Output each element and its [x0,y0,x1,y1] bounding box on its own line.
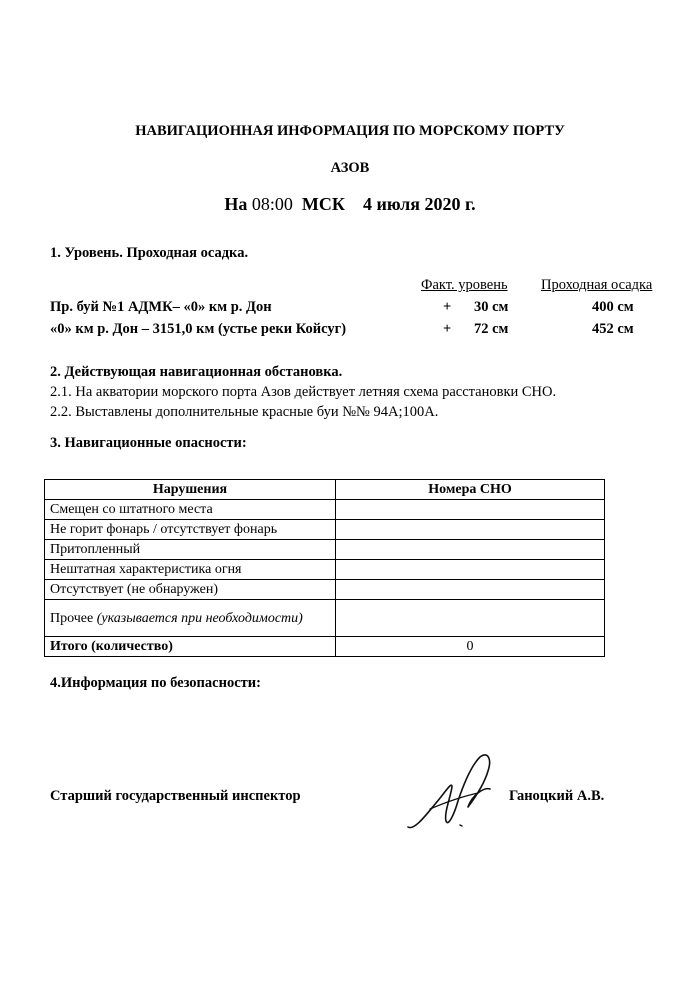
violation-label: Нештатная характеристика огня [45,560,336,580]
section1-heading: 1. Уровень. Проходная осадка. [50,245,249,261]
col-passing-draft: Проходная осадка [541,277,653,293]
report-date: 4 июля 2020 г. [362,194,476,214]
table-row [45,600,605,637]
table-total-row [45,637,605,657]
sno-numbers-cell [336,540,605,560]
report-datetime [0,194,700,215]
sno-numbers-cell [336,560,605,580]
total-label: Итого (количество) [45,637,336,657]
violation-label: Не горит фонарь / отсутствует фонарь [45,520,336,540]
hazards-table [44,479,605,657]
col-fact-level: Факт. уровень [421,277,508,293]
violation-label: Отсутствует (не обнаружен) [45,580,336,600]
table-row [45,560,605,580]
level-row-value: 30 см [474,299,509,315]
sno-numbers-cell [336,600,605,637]
sno-numbers-cell [336,580,605,600]
inspector-position: Старший государственный инспектор [50,788,301,804]
table-row [45,520,605,540]
table-row [45,500,605,520]
document-title: НАВИГАЦИОННАЯ ИНФОРМАЦИЯ ПО МОРСКОМУ ПОРТУ [135,123,565,139]
inspector-name: Ганоцкий А.В. [509,788,605,804]
sno-numbers-cell [336,520,605,540]
handwritten-signature [400,745,510,845]
col-sno-numbers: Номера СНО [336,480,605,500]
table-header-row [45,480,605,500]
date-prefix: На [224,194,248,214]
level-row-draft: 400 см [592,299,634,315]
level-row-draft: 452 см [592,321,634,337]
section2-heading: 2. Действующая навигационная обстановка. [50,364,343,380]
col-violations: Нарушения [45,480,336,500]
violation-label: Смещен со штатного места [45,500,336,520]
violation-label-other [45,600,336,637]
level-row-location: «0» км р. Дон – 3151,0 км (устье реки Койсуг) [50,321,347,337]
timezone: МСК [301,194,345,214]
sno-numbers-cell [336,500,605,520]
nav-situation-item: 2.1. На акватории морского порта Азов действует летняя схема расстановки СНО. [50,384,557,400]
level-row-sign: + [443,321,452,337]
port-name: АЗОВ [330,160,370,176]
level-row-sign: + [443,299,452,315]
level-row-location: Пр. буй №1 АДМК– «0» км р. Дон [50,299,272,315]
total-value: 0 [336,637,605,657]
table-row [45,540,605,560]
section4-heading: 4.Информация по безопасности: [50,675,261,691]
other-label: Прочее [50,610,97,626]
section3-heading: 3. Навигационные опасности: [50,435,247,451]
report-time: 08:00 [251,194,293,214]
nav-situation-item: 2.2. Выставлены дополнительные красные буи №№ 94А;100А. [50,404,439,420]
other-note: (указывается при необходимости) [96,610,303,626]
level-row-value: 72 см [474,321,509,337]
table-row [45,580,605,600]
violation-label: Притопленный [45,540,336,560]
